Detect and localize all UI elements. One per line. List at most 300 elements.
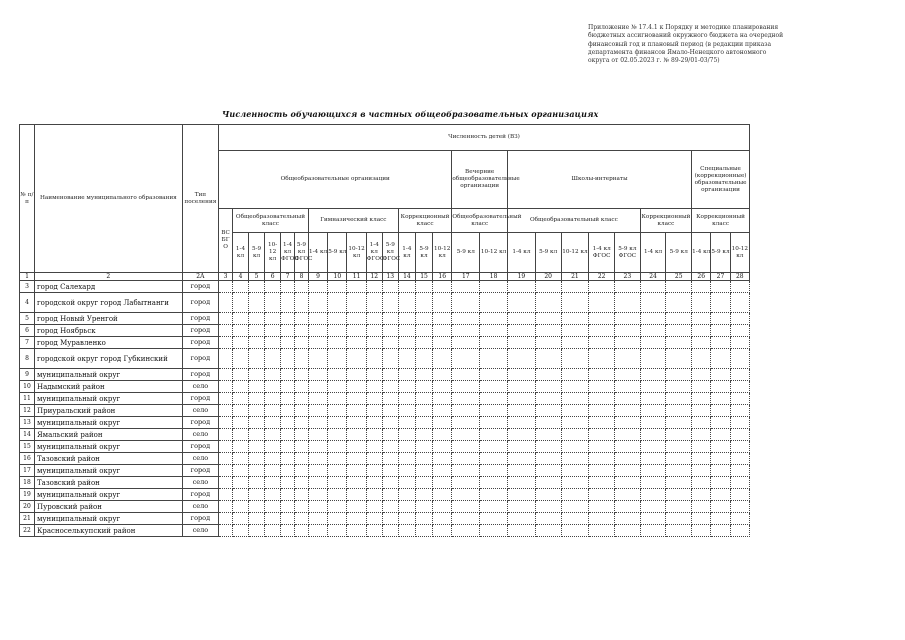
value-cell xyxy=(535,441,561,453)
value-cell xyxy=(508,429,536,441)
value-cell xyxy=(561,281,589,293)
value-cell xyxy=(433,337,452,349)
value-cell xyxy=(730,525,749,537)
value-cell xyxy=(452,477,480,489)
value-cell xyxy=(433,325,452,337)
settlement-type: город xyxy=(182,489,218,501)
value-cell xyxy=(328,393,347,405)
value-cell xyxy=(265,417,281,429)
value-cell xyxy=(480,393,508,405)
value-cell xyxy=(730,393,749,405)
value-cell xyxy=(415,513,432,525)
value-cell xyxy=(692,337,711,349)
settlement-type: город xyxy=(182,313,218,325)
value-cell xyxy=(308,477,327,489)
table-row xyxy=(20,325,750,337)
value-cell xyxy=(281,325,295,337)
value-cell xyxy=(452,465,480,477)
value-cell xyxy=(382,477,398,489)
column-number: 28 xyxy=(730,273,749,281)
value-cell xyxy=(295,381,309,393)
value-cell xyxy=(452,525,480,537)
value-cell xyxy=(295,489,309,501)
value-cell xyxy=(452,293,480,313)
value-cell xyxy=(308,525,327,537)
value-cell xyxy=(382,337,398,349)
value-cell xyxy=(561,429,589,441)
value-cell xyxy=(480,369,508,381)
value-cell xyxy=(589,393,615,405)
value-cell xyxy=(508,489,536,501)
value-cell xyxy=(692,477,711,489)
value-cell xyxy=(415,337,432,349)
value-cell xyxy=(295,313,309,325)
value-cell xyxy=(480,465,508,477)
value-cell xyxy=(308,393,327,405)
value-cell xyxy=(666,501,692,513)
appendix-note: Приложение № 17.4.1 к Порядку и методике планирования бюджетных ассигнований окружного бюджета на очередной финансовый год и плановый период (в редакции приказа департамента финансов Ямало-Ненецкого автономного округа от 02.05.2023 г. № 89-29/01-03/75) xyxy=(588,24,784,65)
value-cell xyxy=(415,381,432,393)
value-cell xyxy=(615,501,641,513)
subheader-cell: 5-9 кл xyxy=(415,233,432,273)
row-number: 21 xyxy=(20,513,35,525)
value-cell xyxy=(265,325,281,337)
value-cell xyxy=(535,405,561,417)
settlement-type: село xyxy=(182,477,218,489)
value-cell xyxy=(281,417,295,429)
value-cell xyxy=(535,293,561,313)
value-cell xyxy=(535,349,561,369)
table-row xyxy=(20,293,750,313)
value-cell xyxy=(347,313,366,325)
value-cell xyxy=(328,501,347,513)
value-cell xyxy=(347,501,366,513)
value-cell xyxy=(640,313,666,325)
value-cell xyxy=(640,381,666,393)
value-cell xyxy=(281,393,295,405)
value-cell xyxy=(480,477,508,489)
value-cell xyxy=(415,281,432,293)
value-cell xyxy=(730,465,749,477)
value-cell xyxy=(692,453,711,465)
value-cell xyxy=(480,313,508,325)
value-cell xyxy=(711,525,730,537)
value-cell xyxy=(249,477,265,489)
row-number: 5 xyxy=(20,313,35,325)
value-cell xyxy=(640,337,666,349)
table-row xyxy=(20,453,750,465)
value-cell xyxy=(615,293,641,313)
value-cell xyxy=(589,417,615,429)
value-cell xyxy=(480,281,508,293)
value-cell xyxy=(711,381,730,393)
table-row xyxy=(20,465,750,477)
value-cell xyxy=(730,441,749,453)
column-number: 2 xyxy=(34,273,182,281)
value-cell xyxy=(666,513,692,525)
row-number: 19 xyxy=(20,489,35,501)
value-cell xyxy=(347,393,366,405)
value-cell xyxy=(480,501,508,513)
value-cell xyxy=(281,313,295,325)
subheader-cell: 5-9 кл ФГОС xyxy=(615,233,641,273)
value-cell xyxy=(433,525,452,537)
row-number: 20 xyxy=(20,501,35,513)
header-obshcheobr-org: Общеобразовательные организации xyxy=(219,151,452,209)
municipality-name: муниципальный округ xyxy=(34,369,182,381)
value-cell xyxy=(480,525,508,537)
value-cell xyxy=(382,393,398,405)
value-cell xyxy=(219,381,233,393)
value-cell xyxy=(589,381,615,393)
value-cell xyxy=(692,281,711,293)
value-cell xyxy=(232,381,248,393)
value-cell xyxy=(480,337,508,349)
value-cell xyxy=(640,513,666,525)
value-cell xyxy=(730,417,749,429)
column-number: 10 xyxy=(328,273,347,281)
value-cell xyxy=(382,429,398,441)
value-cell xyxy=(219,325,233,337)
value-cell xyxy=(328,453,347,465)
value-cell xyxy=(508,513,536,525)
value-cell xyxy=(452,513,480,525)
value-cell xyxy=(415,525,432,537)
value-cell xyxy=(249,293,265,313)
municipality-name: Надымский район xyxy=(34,381,182,393)
value-cell xyxy=(328,429,347,441)
value-cell xyxy=(232,525,248,537)
value-cell xyxy=(508,337,536,349)
value-cell xyxy=(281,441,295,453)
table-row xyxy=(20,349,750,369)
value-cell xyxy=(265,369,281,381)
value-cell xyxy=(415,369,432,381)
value-cell xyxy=(249,465,265,477)
column-number: 16 xyxy=(433,273,452,281)
column-number: 19 xyxy=(508,273,536,281)
value-cell xyxy=(692,429,711,441)
row-number: 22 xyxy=(20,525,35,537)
value-cell xyxy=(666,281,692,293)
row-number: 4 xyxy=(20,293,35,313)
value-cell xyxy=(711,465,730,477)
value-cell xyxy=(615,429,641,441)
value-cell xyxy=(666,453,692,465)
header-special-korr-class: Коррекционный класс xyxy=(692,209,750,233)
value-cell xyxy=(535,453,561,465)
settlement-type: город xyxy=(182,369,218,381)
header-boarding: Школы-интернаты xyxy=(508,151,692,209)
value-cell xyxy=(308,337,327,349)
value-cell xyxy=(692,513,711,525)
value-cell xyxy=(711,293,730,313)
value-cell xyxy=(219,293,233,313)
value-cell xyxy=(295,501,309,513)
value-cell xyxy=(730,337,749,349)
settlement-type: город xyxy=(182,293,218,313)
value-cell xyxy=(615,337,641,349)
value-cell xyxy=(382,441,398,453)
column-number: 15 xyxy=(415,273,432,281)
value-cell xyxy=(692,525,711,537)
value-cell xyxy=(249,525,265,537)
value-cell xyxy=(692,325,711,337)
column-number: 27 xyxy=(711,273,730,281)
header-type: Тип поселения xyxy=(182,125,218,273)
value-cell xyxy=(295,465,309,477)
value-cell xyxy=(398,293,415,313)
value-cell xyxy=(508,381,536,393)
row-number: 17 xyxy=(20,465,35,477)
value-cell xyxy=(666,369,692,381)
value-cell xyxy=(295,405,309,417)
table-row xyxy=(20,381,750,393)
municipality-name: муниципальный округ xyxy=(34,513,182,525)
value-cell xyxy=(666,477,692,489)
value-cell xyxy=(640,441,666,453)
value-cell xyxy=(308,465,327,477)
value-cell xyxy=(382,417,398,429)
value-cell xyxy=(398,453,415,465)
municipality-name: муниципальный округ xyxy=(34,465,182,477)
value-cell xyxy=(398,405,415,417)
value-cell xyxy=(382,325,398,337)
value-cell xyxy=(265,465,281,477)
value-cell xyxy=(265,405,281,417)
value-cell xyxy=(265,381,281,393)
value-cell xyxy=(433,477,452,489)
value-cell xyxy=(232,281,248,293)
value-cell xyxy=(366,501,382,513)
column-number: 20 xyxy=(535,273,561,281)
value-cell xyxy=(249,381,265,393)
header-vsbo: ВС БГ О xyxy=(219,209,233,273)
column-number: 3 xyxy=(219,273,233,281)
value-cell xyxy=(433,393,452,405)
column-number: 9 xyxy=(308,273,327,281)
value-cell xyxy=(730,501,749,513)
value-cell xyxy=(561,313,589,325)
municipality-name: город Новый Уренгой xyxy=(34,313,182,325)
subheader-cell: 10-12 кл xyxy=(730,233,749,273)
column-number: 23 xyxy=(615,273,641,281)
value-cell xyxy=(535,325,561,337)
value-cell xyxy=(433,501,452,513)
settlement-type: село xyxy=(182,525,218,537)
value-cell xyxy=(535,525,561,537)
value-cell xyxy=(433,429,452,441)
value-cell xyxy=(219,513,233,525)
subheader-cell: 1-4 кл ФГОС xyxy=(589,233,615,273)
value-cell xyxy=(480,513,508,525)
value-cell xyxy=(535,477,561,489)
value-cell xyxy=(480,417,508,429)
value-cell xyxy=(308,381,327,393)
value-cell xyxy=(711,313,730,325)
municipality-name: Красноселькупский район xyxy=(34,525,182,537)
value-cell xyxy=(415,429,432,441)
value-cell xyxy=(561,349,589,369)
value-cell xyxy=(382,453,398,465)
value-cell xyxy=(415,465,432,477)
value-cell xyxy=(666,525,692,537)
value-cell xyxy=(398,525,415,537)
value-cell xyxy=(561,325,589,337)
subheader-cell: 5-9 кл xyxy=(249,233,265,273)
column-number: 12 xyxy=(366,273,382,281)
header-special-org: Специальные (коррекционные) образовательные организации xyxy=(692,151,750,209)
value-cell xyxy=(295,513,309,525)
settlement-type: город xyxy=(182,465,218,477)
value-cell xyxy=(589,513,615,525)
column-number: 17 xyxy=(452,273,480,281)
value-cell xyxy=(589,349,615,369)
value-cell xyxy=(711,337,730,349)
value-cell xyxy=(730,313,749,325)
subheader-cell: 1-4 кл xyxy=(692,233,711,273)
column-number: 7 xyxy=(281,273,295,281)
value-cell xyxy=(281,293,295,313)
row-number: 7 xyxy=(20,337,35,349)
value-cell xyxy=(265,453,281,465)
subheader-cell: 10-12 кл xyxy=(433,233,452,273)
value-cell xyxy=(666,337,692,349)
value-cell xyxy=(615,453,641,465)
settlement-type: город xyxy=(182,349,218,369)
settlement-type: город xyxy=(182,441,218,453)
table-row xyxy=(20,337,750,349)
value-cell xyxy=(219,393,233,405)
subheader-cell: 10-12 кл xyxy=(561,233,589,273)
value-cell xyxy=(265,281,281,293)
value-cell xyxy=(730,477,749,489)
value-cell xyxy=(232,441,248,453)
value-cell xyxy=(382,293,398,313)
value-cell xyxy=(561,501,589,513)
value-cell xyxy=(219,489,233,501)
value-cell xyxy=(433,417,452,429)
value-cell xyxy=(265,525,281,537)
value-cell xyxy=(308,489,327,501)
subheader-cell: 5-9 кл xyxy=(535,233,561,273)
subheader-cell: 5-9 кл xyxy=(328,233,347,273)
value-cell xyxy=(508,281,536,293)
subheader-cell: 1-4 кл ФГОС xyxy=(366,233,382,273)
value-cell xyxy=(249,349,265,369)
value-cell xyxy=(589,465,615,477)
value-cell xyxy=(398,313,415,325)
value-cell xyxy=(615,405,641,417)
value-cell xyxy=(281,453,295,465)
value-cell xyxy=(219,417,233,429)
value-cell xyxy=(398,349,415,369)
value-cell xyxy=(347,405,366,417)
table-row xyxy=(20,417,750,429)
municipality-name: Пуровский район xyxy=(34,501,182,513)
value-cell xyxy=(589,325,615,337)
table-row xyxy=(20,441,750,453)
value-cell xyxy=(561,337,589,349)
column-number: 4 xyxy=(232,273,248,281)
value-cell xyxy=(398,381,415,393)
settlement-type: город xyxy=(182,513,218,525)
value-cell xyxy=(640,453,666,465)
value-cell xyxy=(295,477,309,489)
value-cell xyxy=(535,465,561,477)
row-number: 12 xyxy=(20,405,35,417)
value-cell xyxy=(666,381,692,393)
value-cell xyxy=(452,325,480,337)
municipality-name: Тазовский район xyxy=(34,453,182,465)
value-cell xyxy=(730,325,749,337)
value-cell xyxy=(452,281,480,293)
subheader-cell: 10-12 кл xyxy=(265,233,281,273)
value-cell xyxy=(232,313,248,325)
row-number: 14 xyxy=(20,429,35,441)
value-cell xyxy=(366,513,382,525)
value-cell xyxy=(480,453,508,465)
value-cell xyxy=(666,429,692,441)
value-cell xyxy=(308,405,327,417)
header-boarding-obsh-class: Общеобразовательный класс xyxy=(508,209,641,233)
value-cell xyxy=(711,453,730,465)
subheader-cell: 10-12 кл xyxy=(480,233,508,273)
value-cell xyxy=(398,501,415,513)
value-cell xyxy=(328,325,347,337)
value-cell xyxy=(366,293,382,313)
value-cell xyxy=(366,417,382,429)
value-cell xyxy=(219,337,233,349)
value-cell xyxy=(615,393,641,405)
value-cell xyxy=(730,281,749,293)
value-cell xyxy=(328,513,347,525)
value-cell xyxy=(452,393,480,405)
value-cell xyxy=(295,369,309,381)
value-cell xyxy=(308,313,327,325)
value-cell xyxy=(730,349,749,369)
value-cell xyxy=(615,513,641,525)
table-row xyxy=(20,477,750,489)
value-cell xyxy=(249,325,265,337)
value-cell xyxy=(398,393,415,405)
value-cell xyxy=(615,525,641,537)
value-cell xyxy=(347,441,366,453)
subheader-cell: 5-9 кл xyxy=(452,233,480,273)
value-cell xyxy=(281,369,295,381)
value-cell xyxy=(535,381,561,393)
value-cell xyxy=(382,513,398,525)
value-cell xyxy=(561,369,589,381)
value-cell xyxy=(382,381,398,393)
value-cell xyxy=(398,465,415,477)
value-cell xyxy=(589,293,615,313)
value-cell xyxy=(249,501,265,513)
value-cell xyxy=(640,417,666,429)
value-cell xyxy=(730,453,749,465)
table-row xyxy=(20,393,750,405)
value-cell xyxy=(452,381,480,393)
value-cell xyxy=(347,465,366,477)
value-cell xyxy=(249,369,265,381)
value-cell xyxy=(265,513,281,525)
document-title: Численность обучающихся в частных общеобразовательных организациях xyxy=(222,109,599,119)
value-cell xyxy=(615,313,641,325)
value-cell xyxy=(249,337,265,349)
value-cell xyxy=(265,441,281,453)
subheader-cell: 1-4 кл xyxy=(398,233,415,273)
value-cell xyxy=(615,281,641,293)
